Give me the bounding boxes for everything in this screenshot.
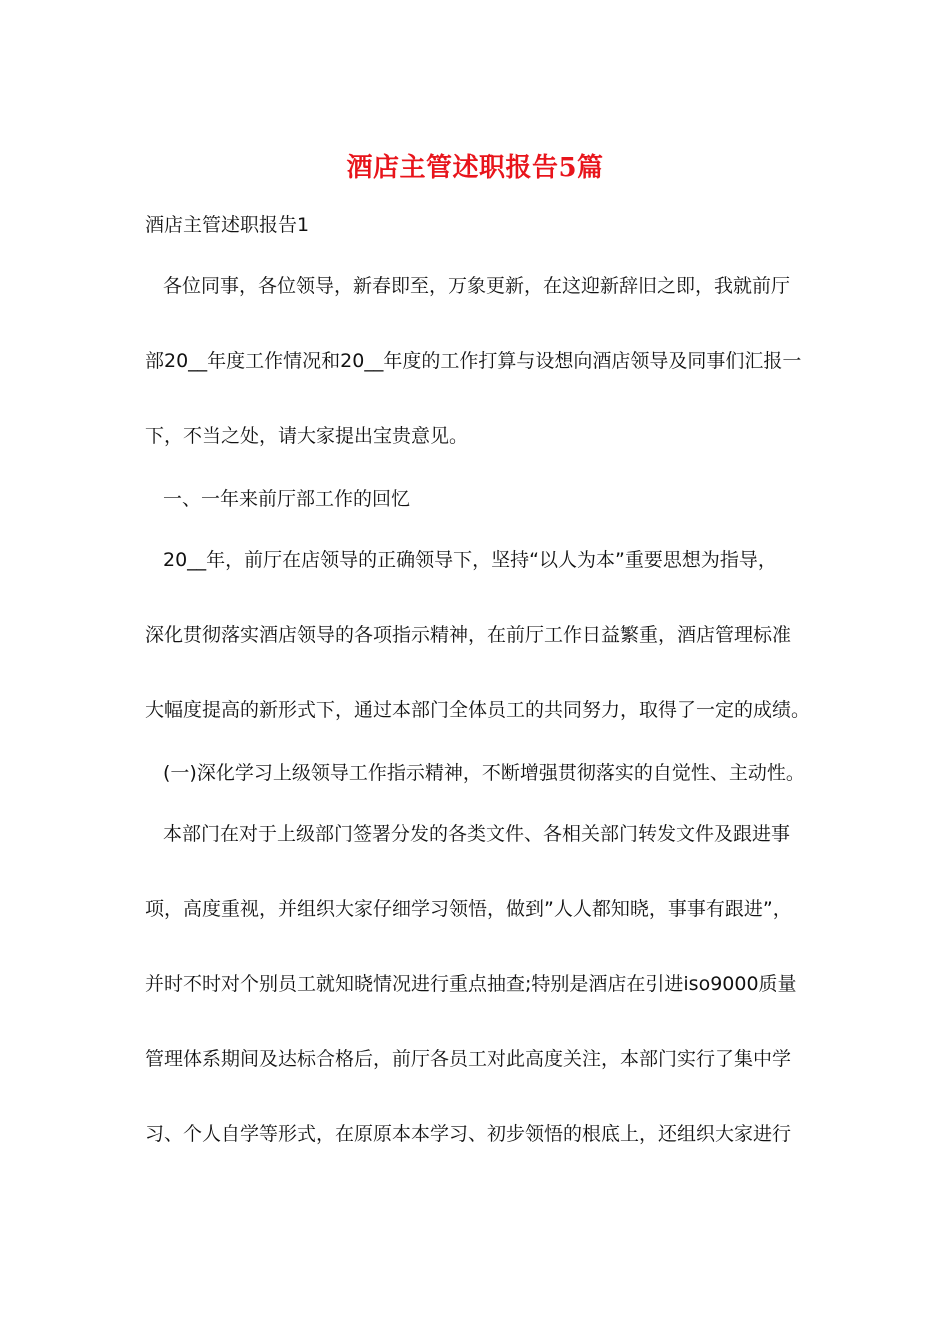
- paragraph-line: 项，高度重视，并组织大家仔细学习领悟，做到”人人都知晓，事事有跟进”，: [145, 898, 792, 920]
- paragraph-line: 深化贯彻落实酒店领导的各项指示精神，在前厅工作日益繁重，酒店管理标准: [145, 624, 792, 646]
- paragraph-line: 并时不时对个别员工就知晓情况进行重点抽查;特别是酒店在引进iso9000质量: [145, 973, 797, 995]
- paragraph-line: 大幅度提高的新形式下，通过本部门全体员工的共同努力，取得了一定的成绩。: [145, 699, 811, 721]
- paragraph-line: 管理体系期间及达标合格后，前厅各员工对此高度关注，本部门实行了集中学: [145, 1048, 792, 1070]
- paragraph-line: 下，不当之处，请大家提出宝贵意见。: [145, 425, 469, 447]
- paragraph-line: 习、个人自学等形式，在原原本本学习、初步领悟的根底上，还组织大家进行: [145, 1123, 792, 1145]
- document-title: 酒店主管述职报告5篇: [346, 153, 604, 183]
- paragraph-line: 部20__年度工作情况和20__年度的工作打算与设想向酒店领导及同事们汇报一: [145, 350, 802, 372]
- paragraph-line: 本部门在对于上级部门签署分发的各类文件、各相关部门转发文件及跟进事: [163, 823, 791, 845]
- section-heading: 一、一年来前厅部工作的回忆: [163, 488, 411, 510]
- paragraph-line: 20__年，前厅在店领导的正确领导下，坚持“以人为本”重要思想为指导，: [163, 549, 777, 571]
- paragraph-line: 各位同事，各位领导，新春即至，万象更新，在这迎新辞旧之即，我就前厅: [163, 275, 791, 297]
- report-subtitle: 酒店主管述职报告1: [145, 214, 310, 236]
- subsection-heading: (一)深化学习上级领导工作指示精神，不断增强贯彻落实的自觉性、主动性。: [163, 762, 805, 784]
